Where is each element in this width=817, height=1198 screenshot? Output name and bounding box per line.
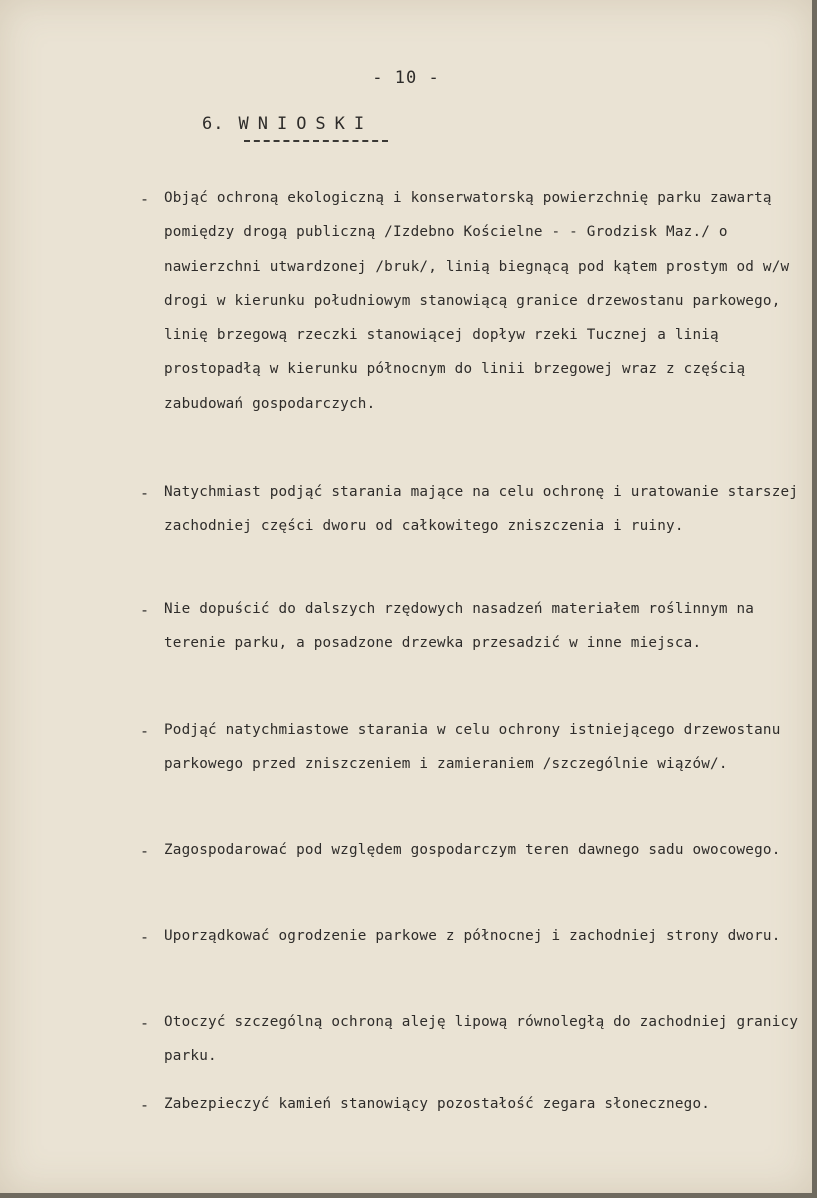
- page-number: - 10 -: [372, 68, 440, 88]
- list-bullet: -: [140, 1014, 150, 1032]
- list-bullet: -: [140, 601, 150, 619]
- list-item-text: Podjąć natychmiastowe starania w celu ochrony istniejącego drzewostanu parkowego przed zniszczeniem i zamieraniem /szczególnie wiązów/.: [164, 722, 781, 773]
- list-bullet: -: [140, 484, 150, 502]
- list-bullet: -: [140, 1096, 150, 1114]
- list-item-text: Objąć ochroną ekologiczną i konserwatorską powierzchnię parku zawartą pomiędzy drogą publiczną /Izdebno Kościelne - - Grodzisk Maz./ o nawierzchni utwardzonej /bruk/, linią biegnącą pod kątem prostym od w/w drogi w kierunku południowym stanowiącą granice drzewostanu parkowego, linię brzegową rzeczki stanowiącej dopływ rzeki Tucznej a linią prostopadłą w kierunku północnym do linii brzegowej wraz z częścią zabudowań gospodarczych.: [164, 190, 790, 412]
- list-item-text: Nie dopuścić do dalszych rzędowych nasadzeń materiałem roślinnym na terenie parku, a posadzone drzewka przesadzić w inne miejsca.: [164, 601, 755, 652]
- list-bullet: -: [140, 928, 150, 946]
- list-item-text: Natychmiast podjąć starania mające na celu ochronę i uratowanie starszej zachodniej części dworu od całkowitego zniszczenia i ruiny.: [164, 484, 799, 535]
- list-item-text: Otoczyć szczególną ochroną aleję lipową równoległą do zachodniej granicy parku.: [164, 1014, 799, 1065]
- list-bullet: -: [140, 842, 150, 860]
- list-bullet: -: [140, 190, 150, 208]
- list-item-text: Zagospodarować pod względem gospodarczym teren dawnego sadu owocowego.: [164, 842, 781, 858]
- list-item-text: Uporządkować ogrodzenie parkowe z północnej i zachodniej strony dworu.: [164, 928, 781, 944]
- list-item-text: Zabezpieczyć kamień stanowiący pozostałość zegara słonecznego.: [164, 1096, 711, 1112]
- list-bullet: -: [140, 722, 150, 740]
- section-number: 6.: [202, 114, 225, 134]
- section-title: WNIOSKI: [238, 114, 374, 134]
